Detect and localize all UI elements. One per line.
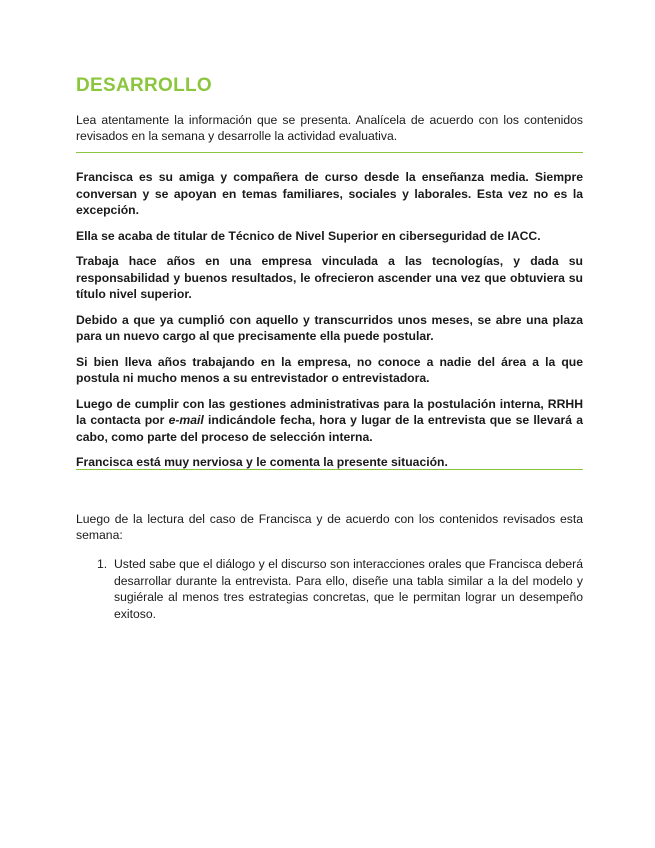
intro-paragraph: Lea atentamente la información que se presenta. Analícela de acuerdo con los contenidos revisados en la semana y desarrolle la actividad evaluativa. <box>76 113 583 143</box>
divider-bottom <box>76 469 583 470</box>
email-term: e-mail <box>168 413 204 427</box>
case-description <box>76 169 583 480</box>
case-paragraph-5: Si bien lleva años trabajando en la empresa, no conoce a nadie del área a la que postula ni mucho menos a su entrevistador o entrevistadora. <box>76 354 583 385</box>
section-title: DESARROLLO <box>76 75 212 96</box>
after-reading-paragraph: Luego de la lectura del caso de Francisca y de acuerdo con los contenidos revisados esta semana: <box>76 512 583 542</box>
question-text: Usted sabe que el diálogo y el discurso son interacciones orales que Francisca deberá desarrollar durante la entrevista. Para ello, diseñe una tabla similar a la del modelo y sugiérale al menos tres estrategias concretas, que le permitan lograr un desempeño exitoso. <box>114 557 583 621</box>
case-paragraph-1: Francisca es su amiga y compañera de curso desde la enseñanza media. Siempre conversan y se apoyan en temas familiares, sociales y laborales. Esta vez no es la excepción. <box>76 170 583 217</box>
divider-top <box>76 152 583 153</box>
case-paragraph-2: Ella se acaba de titular de Técnico de Nivel Superior en ciberseguridad de IACC. <box>76 228 541 243</box>
list-item <box>76 556 583 622</box>
case-paragraph-6 <box>76 396 583 446</box>
question-list <box>76 556 583 622</box>
question-number: 1. <box>97 557 108 571</box>
case-paragraph-4: Debido a que ya cumplió con aquello y transcurridos unos meses, se abre una plaza para un nuevo cargo al que precisamente ella puede postular. <box>76 312 583 343</box>
case-paragraph-6-start: Luego de cumplir con las gestiones administrativas para la postulación interna, RRHH la contacta por <box>76 396 583 427</box>
case-paragraph-7: Francisca está muy nerviosa y le comenta la presente situación. <box>76 455 448 469</box>
case-paragraph-3: Trabaja hace años en una empresa vinculada a las tecnologías, y dada su responsabilidad y buenos resultados, le ofrecieron ascender una vez que obtuviera su título nivel superior. <box>76 254 583 301</box>
case-paragraph-6-end: indicándole fecha, hora y lugar de la entrevista que se llevará a cabo, como parte del proceso de selección interna. <box>76 413 584 444</box>
